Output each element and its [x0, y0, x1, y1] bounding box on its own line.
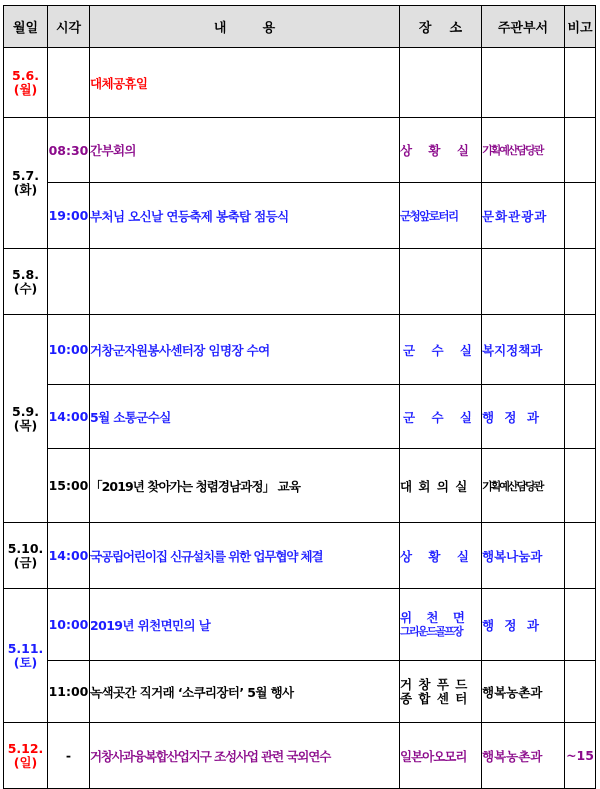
header-dept: 주관부서 — [482, 6, 565, 48]
dept-label: 문화관광과 — [482, 208, 548, 224]
table-row — [4, 385, 596, 449]
place-cell — [400, 523, 482, 589]
note-cell — [565, 661, 596, 723]
table-row — [4, 661, 596, 723]
place-cell — [400, 183, 482, 249]
note-cell — [565, 385, 596, 449]
date-cell — [4, 118, 48, 249]
table-row — [4, 249, 596, 315]
dept-label: 복지정책과 — [482, 342, 543, 358]
note-cell — [565, 315, 596, 385]
place-cell — [400, 589, 482, 661]
date-cell — [4, 723, 48, 789]
header-content-label: 내 용 — [213, 21, 276, 36]
dept-label: 행복농촌과 — [482, 748, 543, 764]
place-cell — [400, 661, 482, 723]
header-content — [90, 6, 400, 48]
dept-cell — [482, 723, 565, 789]
date-label: 5.11. — [7, 640, 44, 656]
place-cell — [400, 385, 482, 449]
time-cell: 15:00 — [48, 449, 90, 523]
weekday-label: (수) — [13, 280, 38, 296]
dept-cell — [482, 589, 565, 661]
place-label: 상 황 실 — [400, 548, 475, 564]
date-cell — [4, 249, 48, 315]
note-cell — [565, 48, 596, 118]
dept-label: 기획예산담당관 — [482, 144, 543, 157]
note-cell — [565, 589, 596, 661]
content-cell: 대체공휴일 — [90, 48, 400, 118]
time-cell: 14:00 — [48, 523, 90, 589]
table-row — [4, 183, 596, 249]
schedule-table — [3, 5, 596, 789]
dept-cell — [482, 385, 565, 449]
note-cell: ~15 — [565, 723, 596, 789]
note-cell — [565, 523, 596, 589]
time-cell: - — [48, 723, 90, 789]
content-cell: 5월 소통군수실 — [90, 385, 400, 449]
place-label: 일본아오모리 — [400, 748, 467, 764]
dept-cell — [482, 118, 565, 183]
content-cell: 거창군자원봉사센터장 임명장 수여 — [90, 315, 400, 385]
table-row — [4, 589, 596, 661]
weekday-label: (목) — [13, 417, 38, 433]
place-label: 대 회 의 실 — [400, 478, 469, 494]
note-cell — [565, 449, 596, 523]
weekday-label: (일) — [13, 754, 38, 770]
table-row — [4, 523, 596, 589]
date-cell — [4, 523, 48, 589]
place-label: 상 황 실 — [400, 143, 475, 158]
dept-cell — [482, 48, 565, 118]
content-cell: 녹색곳간 직거래 ‘소쿠리장터’ 5월 행사 — [90, 661, 400, 723]
place-cell — [400, 449, 482, 523]
dept-label: 행복나눔과 — [482, 548, 543, 564]
dept-cell — [482, 449, 565, 523]
table-row — [4, 118, 596, 183]
place-cell — [400, 315, 482, 385]
date-cell — [4, 315, 48, 523]
content-cell: 2019년 위천면민의 날 — [90, 589, 400, 661]
date-label: 5.9. — [12, 403, 39, 419]
table-row — [4, 48, 596, 118]
dept-label: 행 정 과 — [482, 617, 542, 633]
note-cell — [565, 249, 596, 315]
weekday-label: (월) — [13, 81, 38, 97]
content-cell: 국공립어린이집 신규설치를 위한 업무협약 체결 — [90, 523, 400, 589]
header-note: 비고 — [565, 6, 596, 48]
place-cell — [400, 723, 482, 789]
place-cell — [400, 118, 482, 183]
dept-label: 행복농촌과 — [482, 684, 543, 700]
table-row — [4, 449, 596, 523]
date-label: 5.10. — [7, 540, 44, 556]
header-place — [400, 6, 482, 48]
place-cell — [400, 48, 482, 118]
header-month-day: 월일 — [4, 6, 48, 48]
place-label: 군 수 실 — [403, 342, 478, 358]
time-cell — [48, 249, 90, 315]
dept-label: 기획예산담당관 — [482, 479, 543, 493]
weekday-label: (토) — [13, 654, 38, 670]
content-cell: 간부회의 — [90, 118, 400, 183]
table-row — [4, 723, 596, 789]
time-cell: 14:00 — [48, 385, 90, 449]
place-line1: 위 천 면 — [400, 609, 470, 625]
place-line2: 종 합 센 터 — [400, 690, 469, 706]
date-cell — [4, 589, 48, 723]
date-cell — [4, 48, 48, 118]
time-cell: 10:00 — [48, 315, 90, 385]
content-cell: 「2019년 찾아가는 청렴경남과정」 교육 — [90, 449, 400, 523]
place-line2: 그리운드골프장 — [400, 624, 462, 638]
table-row — [4, 315, 596, 385]
dept-cell — [482, 315, 565, 385]
dept-cell — [482, 183, 565, 249]
place-label: 군청앞로터리 — [400, 208, 458, 223]
dept-cell — [482, 661, 565, 723]
date-label: 5.12. — [7, 740, 44, 756]
header-time: 시각 — [48, 6, 90, 48]
header-row — [4, 6, 596, 48]
weekday-label: (화) — [13, 182, 38, 197]
place-label: 군 수 실 — [403, 409, 478, 425]
dept-cell — [482, 523, 565, 589]
date-label: 5.6. — [12, 67, 39, 83]
place-cell — [400, 249, 482, 315]
content-cell: 부처님 오신날 연등축제 봉축탑 점등식 — [90, 183, 400, 249]
weekday-label: (금) — [13, 554, 38, 570]
dept-cell — [482, 249, 565, 315]
time-cell: 11:00 — [48, 661, 90, 723]
time-cell — [48, 48, 90, 118]
note-cell — [565, 183, 596, 249]
date-label: 5.7. — [12, 168, 39, 183]
content-cell — [90, 249, 400, 315]
note-cell — [565, 118, 596, 183]
time-cell: 19:00 — [48, 183, 90, 249]
place-line1: 거 창 푸 드 — [400, 676, 469, 692]
time-cell: 08:30 — [48, 118, 90, 183]
content-cell: 거창사과융복합산업지구 조성사업 관련 국외연수 — [90, 723, 400, 789]
dept-label: 행 정 과 — [482, 409, 542, 425]
time-cell: 10:00 — [48, 589, 90, 661]
header-place-label: 장 소 — [418, 21, 463, 36]
date-label: 5.8. — [12, 266, 39, 282]
